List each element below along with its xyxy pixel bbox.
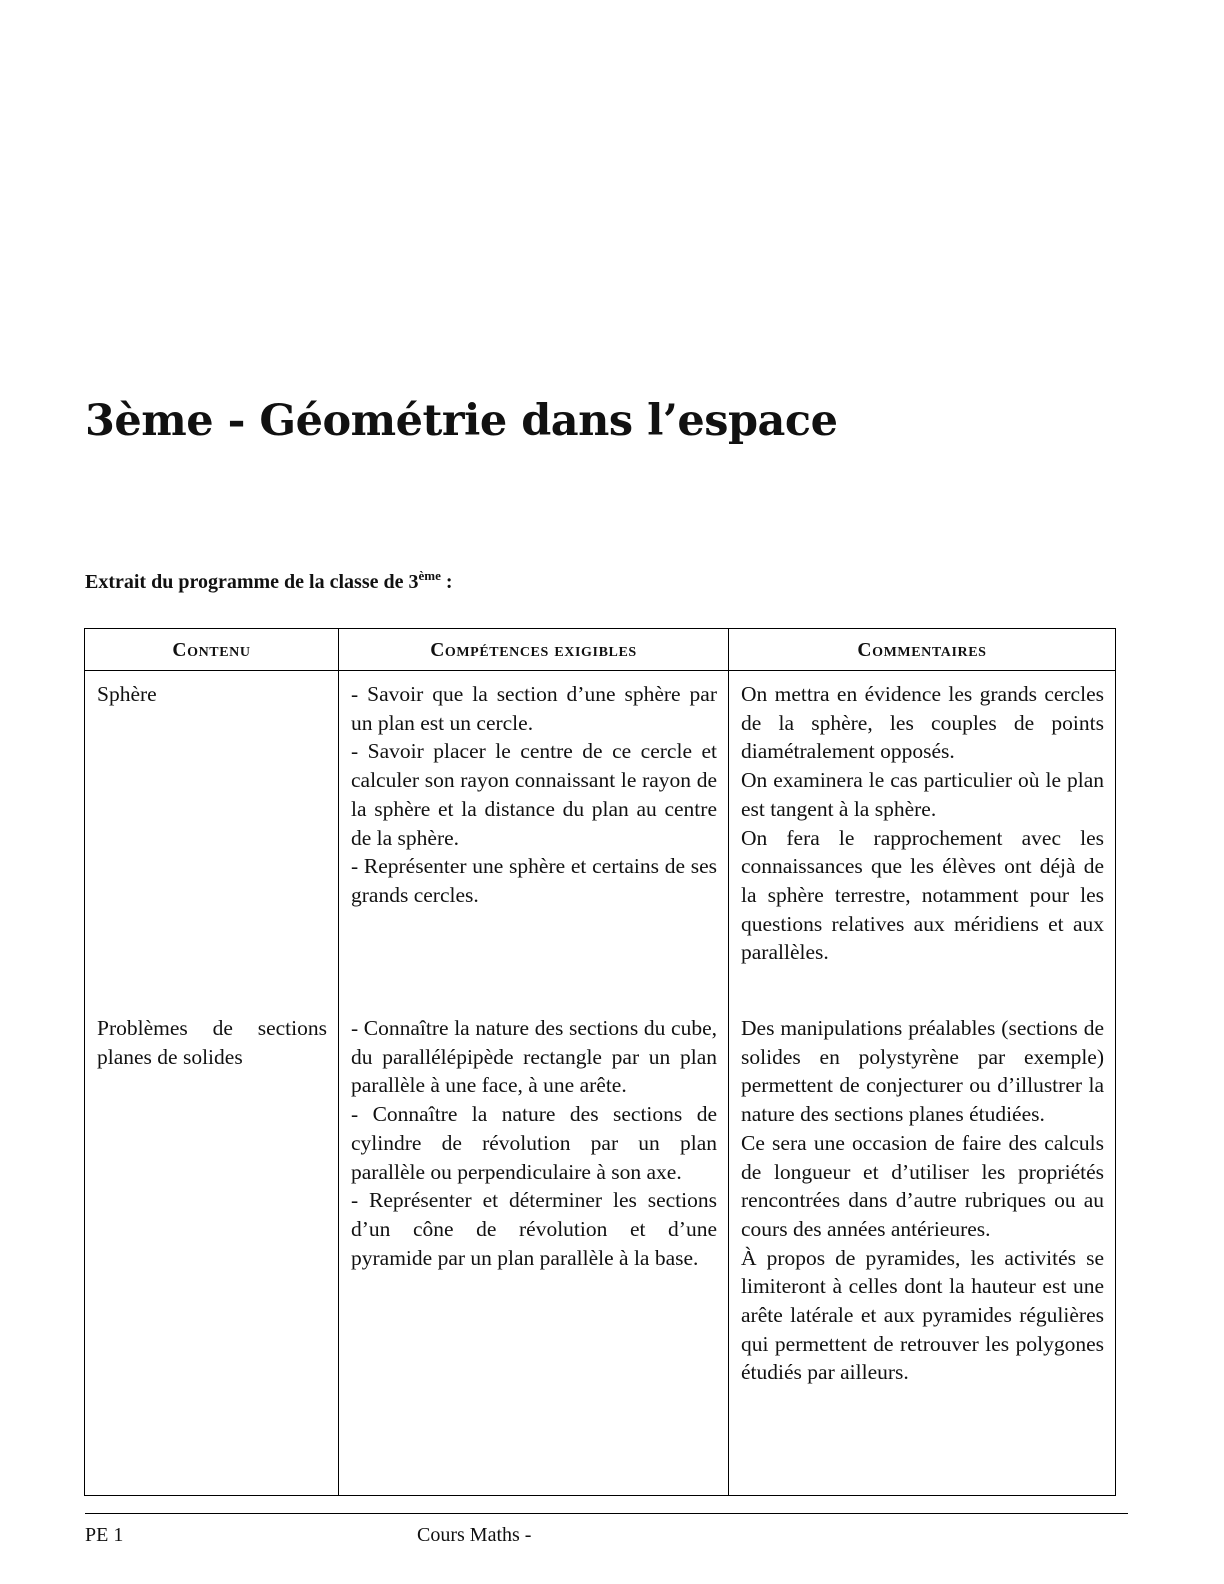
contenu-text: Sphère <box>97 682 157 706</box>
footer-course-title: Cours Maths - <box>417 1524 532 1546</box>
competence-item: - Connaître la nature des sections de cylindre de révolution par un plan parallèle ou perpendiculaire à son axe. <box>351 1102 717 1184</box>
table-row <box>85 996 1116 1496</box>
commentaire-paragraph: On fera le rapprochement avec les connaissances que les élèves ont déjà de la sphère terrestre, notamment pour les questions relatives aux méridiens et aux parallèles. <box>741 825 1104 965</box>
intro-superscript: ème <box>418 568 441 583</box>
competence-item: - Savoir placer le centre de ce cercle et calculer son rayon connaissant le rayon de la sphère et la distance du plan au centre de la sphère. <box>351 739 717 850</box>
cell-competences <box>339 671 729 997</box>
table-row <box>85 671 1116 997</box>
footer-divider <box>85 1513 1128 1514</box>
table-header-row <box>85 629 1116 671</box>
header-contenu: Contenu <box>85 629 339 671</box>
contenu-text: Problèmes de sections planes de solides <box>97 1016 327 1069</box>
commentaire-paragraph: Des manipulations préalables (sections de solides en polystyrène par exemple) permettent de conjecturer ou d’illustrer la nature des sections planes étudiées. <box>741 1016 1104 1127</box>
chapter-title: 3ème - Géométrie dans l’espace <box>85 396 838 446</box>
footer-course-code: PE 1 <box>85 1524 124 1546</box>
intro-colon: : <box>440 571 453 593</box>
commentaire-paragraph: Ce sera une occasion de faire des calculs de longueur et d’utiliser les propriétés rencontrées dans d’autre rubriques ou au cours des années antérieures. <box>741 1130 1104 1241</box>
competence-item: - Représenter et déterminer les sections d’un cône de révolution et d’une pyramide par un plan parallèle à la base. <box>351 1188 717 1270</box>
competence-item: - Connaître la nature des sections du cube, du parallélépipède rectangle par un plan parallèle à une face, à une arête. <box>351 1016 717 1098</box>
header-competences: Compétences exigibles <box>339 629 729 671</box>
header-commentaires: Commentaires <box>729 629 1116 671</box>
intro-text: Extrait du programme de la classe de 3 <box>85 571 419 593</box>
competence-item: - Savoir que la section d’une sphère par un plan est un cercle. <box>351 682 717 735</box>
commentaire-paragraph: À propos de pyramides, les activités se limiteront à celles dont la hauteur est une arête latérale et aux pyramides régulières qui permettent de retrouver les polygones étudiés par ailleurs. <box>741 1245 1104 1385</box>
commentaire-paragraph: On examinera le cas particulier où le plan est tangent à la sphère. <box>741 768 1104 821</box>
programme-table <box>84 628 1116 1496</box>
cell-commentaires <box>729 671 1116 997</box>
cell-contenu <box>85 996 339 1496</box>
cell-contenu <box>85 671 339 997</box>
cell-commentaires <box>729 996 1116 1496</box>
cell-competences <box>339 996 729 1496</box>
commentaire-paragraph: On mettra en évidence les grands cercles de la sphère, les couples de points diamétralement opposés. <box>741 682 1104 764</box>
programme-intro <box>85 568 453 594</box>
competence-item: - Représenter une sphère et certains de ses grands cercles. <box>351 854 717 907</box>
